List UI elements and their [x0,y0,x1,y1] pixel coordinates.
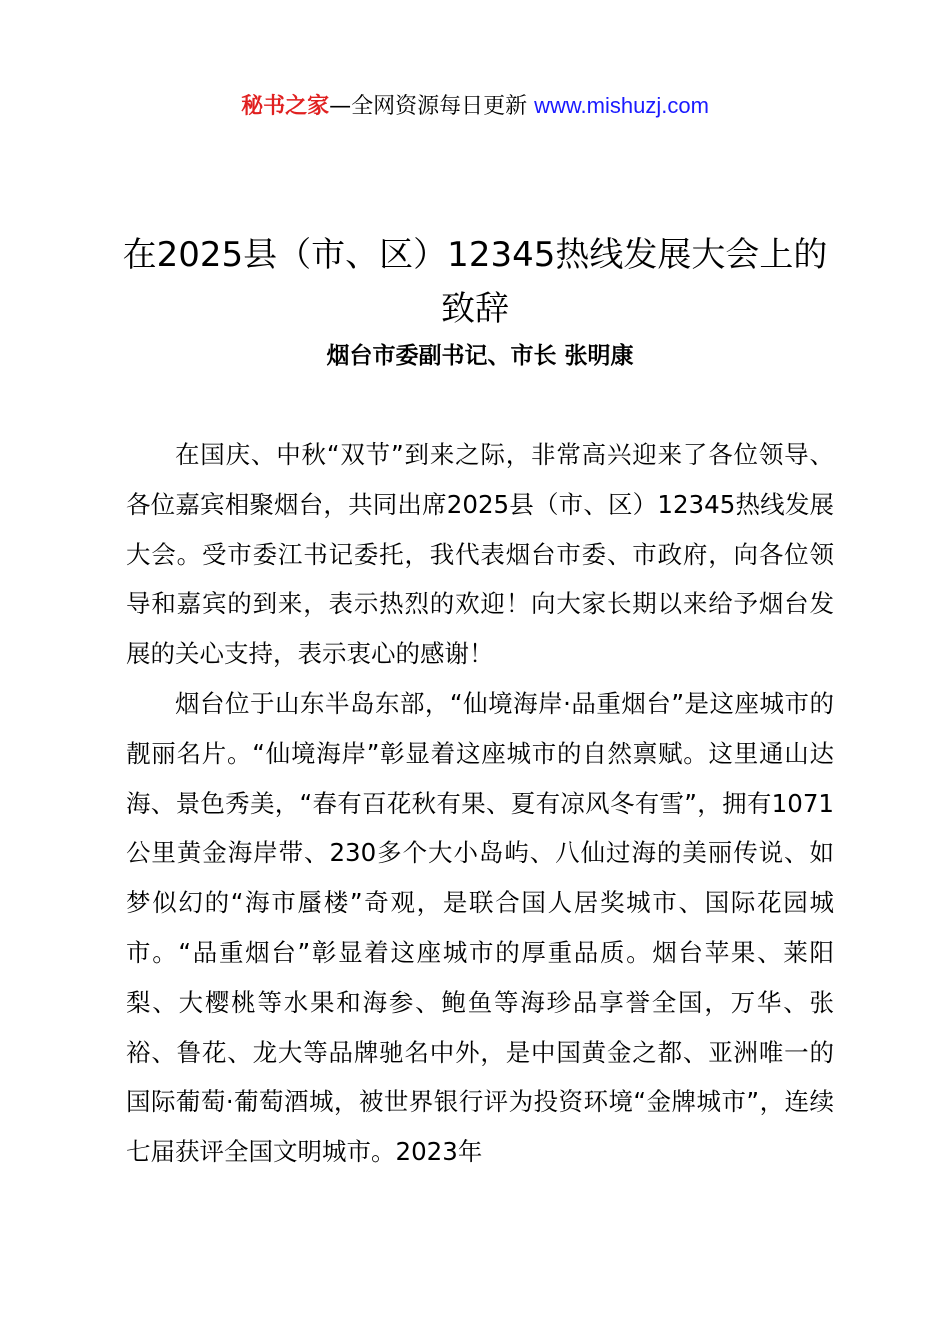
site-url-link[interactable]: www.mishuzj.com [534,93,709,118]
site-tagline: —全网资源每日更新 [329,94,535,119]
site-header [0,86,950,127]
paragraph: 烟台位于山东半岛东部，“仙境海岸·品重烟台”是这座城市的靓丽名片。“仙境海岸”彰显着这座城市的自然禀赋。这里通山达海、景色秀美，“春有百花秋有果、夏有凉风冬有雪”，拥有1071公里黄金海岸带、230多个大小岛屿、八仙过海的美丽传说、如梦似幻的“海市蜃楼”奇观，是联合国人居奖城市、国际花园城市。“品重烟台”彰显着这座城市的厚重品质。烟台苹果、莱阳梨、大樱桃等水果和海参、鲍鱼等海珍品享誉全国，万华、张裕、鲁花、龙大等品牌驰名中外，是中国黄金之都、亚洲唯一的国际葡萄·葡萄酒城，被世界银行评为投资环境“金牌城市”，连续七届获评全国文明城市。2023年 [126,688,834,1167]
document-title: 在2025县（市、区）12345热线发展大会上的致辞 [122,235,828,329]
document-author: 烟台市委副书记、市长 张明康 [326,343,634,369]
site-name: 秘书之家 [241,94,330,119]
document-body [126,430,834,1177]
paragraph: 在国庆、中秋“双节”到来之际，非常高兴迎来了各位领导、各位嘉宾相聚烟台，共同出席2025县（市、区）12345热线发展大会。受市委江书记委托，我代表烟台市委、市政府，向各位领导和嘉宾的到来，表示热烈的欢迎！向大家长期以来给予烟台发展的关心支持，表示衷心的感谢！ [126,440,834,669]
